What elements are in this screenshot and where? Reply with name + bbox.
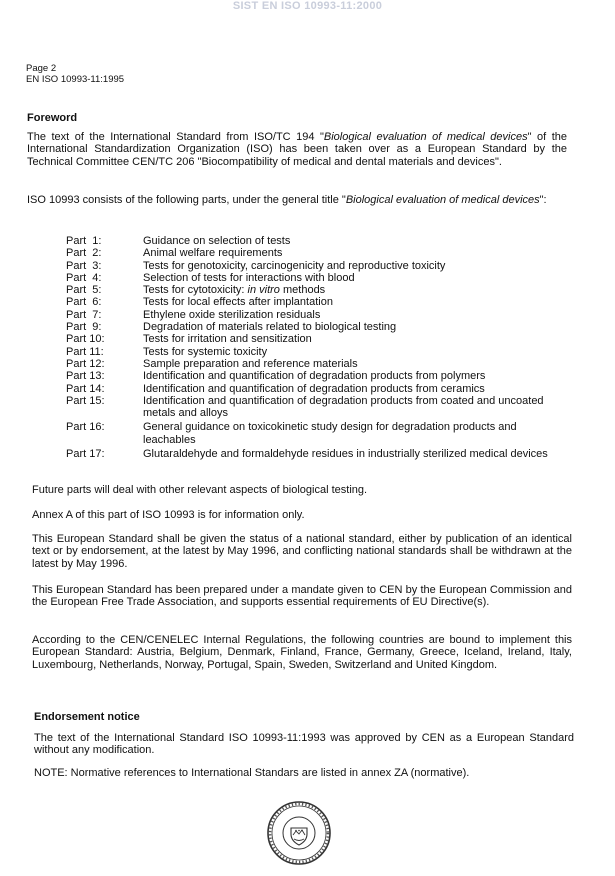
part-number: Part 1: bbox=[66, 235, 102, 247]
watermark: SIST EN ISO 10993-11:2000 bbox=[232, 0, 383, 12]
list-item bbox=[66, 448, 553, 460]
endorsement-paragraph: The text of the International Standard ISO 10993-11:1993 was approved by CEN as a European Standard without any modification. bbox=[34, 732, 574, 757]
future-parts-paragraph: Future parts will deal with other relevant aspects of biological testing. bbox=[32, 484, 368, 496]
endorsement-title: Endorsement notice bbox=[34, 711, 140, 723]
part-title: Ethylene oxide sterilization residuals bbox=[143, 308, 321, 321]
list-item bbox=[66, 260, 553, 272]
part-number: Part 16: bbox=[66, 421, 105, 434]
part-title: Sample preparation and reference materials bbox=[143, 357, 358, 370]
part-title: Tests for systemic toxicity bbox=[143, 345, 268, 358]
list-item bbox=[66, 421, 553, 446]
part-number: Part 14: bbox=[66, 382, 105, 395]
part-number: Part 6: bbox=[66, 296, 102, 309]
mandate-paragraph: This European Standard has been prepared under a mandate given to CEN by the European Commission and the European Free Trade Association, and supports essential requirements of EU Directive(s). bbox=[32, 584, 572, 609]
list-item bbox=[66, 370, 553, 382]
list-item bbox=[66, 247, 553, 259]
part-title: Identification and quantification of degradation products from coated and uncoated metals and alloys bbox=[143, 394, 544, 420]
status-paragraph: This European Standard shall be given the status of a national standard, either by publication of an identical text or by endorsement, at the latest by May 1996, and conflicting national standards shall be withdrawn at the latest by May 1996. bbox=[32, 533, 572, 570]
foreword-title: Foreword bbox=[27, 112, 78, 124]
part-title: Identification and quantification of degradation products from ceramics bbox=[143, 382, 485, 395]
part-title: General guidance on toxicokinetic study design for degradation products and leachables bbox=[143, 421, 517, 446]
part-title bbox=[143, 284, 553, 296]
part-number: Part 15: bbox=[66, 394, 105, 407]
part-number: Part 3: bbox=[66, 259, 102, 272]
part-number: Part 2: bbox=[66, 247, 102, 260]
part-title: Degradation of materials related to biological testing bbox=[143, 321, 397, 334]
part-number: Part 4: bbox=[66, 271, 102, 284]
document-reference: EN ISO 10993-11:1995 bbox=[26, 74, 125, 85]
part-title: Animal welfare requirements bbox=[143, 247, 283, 260]
part-title: Tests for irritation and sensitization bbox=[143, 333, 312, 346]
list-item bbox=[66, 296, 553, 308]
part-title-text: Tests for cytotoxicity: bbox=[143, 284, 248, 297]
countries-paragraph: According to the CEN/CENELEC Internal Regulations, the following countries are bound to implement this European Standard: Austria, Belgium, Denmark, Finland, France, Germany, Greece, Iceland, Ireland, Italy, Luxembourg, Netherlands, Norway, Portugal, Spain, Sweden, Switzerland and United Kingdom. bbox=[32, 634, 572, 671]
parts-intro bbox=[27, 194, 567, 206]
foreword-intro bbox=[27, 131, 567, 168]
list-item bbox=[66, 358, 553, 370]
part-number: Part 11: bbox=[66, 345, 104, 358]
part-title: Identification and quantification of degradation products from polymers bbox=[143, 370, 486, 383]
official-stamp-icon bbox=[266, 800, 332, 866]
list-item bbox=[66, 333, 553, 345]
part-title-italic: in vitro bbox=[247, 284, 280, 297]
list-item bbox=[66, 346, 553, 358]
list-item bbox=[66, 395, 553, 420]
annex-a-paragraph: Annex A of this part of ISO 10993 is for information only. bbox=[32, 509, 305, 521]
list-item bbox=[66, 309, 553, 321]
part-number: Part 9: bbox=[66, 321, 102, 334]
parts-title-italic: Biological evaluation of medical devices bbox=[345, 194, 540, 206]
list-item bbox=[66, 272, 553, 284]
part-title: Glutaraldehyde and formaldehyde residues in industrially sterilized medical devices bbox=[143, 448, 548, 461]
list-item bbox=[66, 383, 553, 395]
part-title: Guidance on selection of tests bbox=[143, 235, 291, 247]
part-number: Part 7: bbox=[66, 308, 102, 321]
part-title: Tests for local effects after implantation bbox=[143, 296, 333, 309]
list-item bbox=[66, 321, 553, 333]
part-number: Part 17: bbox=[66, 448, 105, 461]
part-title: Tests for genotoxicity, carcinogenicity and reproductive toxicity bbox=[143, 259, 446, 272]
part-title: Selection of tests for interactions with blood bbox=[143, 271, 355, 284]
normative-note: NOTE: Normative references to International Standars are listed in annex ZA (normative). bbox=[34, 767, 470, 779]
parts-list bbox=[66, 235, 553, 460]
part-number: Part 10: bbox=[66, 333, 105, 346]
part-title-text: methods bbox=[279, 284, 326, 297]
list-item bbox=[66, 284, 553, 296]
part-number: Part 13: bbox=[66, 370, 105, 383]
intro-title-italic: Biological evaluation of medical devices bbox=[323, 131, 528, 143]
list-item bbox=[66, 235, 553, 247]
part-number: Part 12: bbox=[66, 357, 105, 370]
intro-text-rest: " of the International Standardization Organization (ISO) has been taken over as a European Standard by the Technical Committee CEN/TC 206 "Biocompatibility of medical and dental materials and devices". bbox=[27, 131, 567, 168]
parts-intro-text: ISO 10993 consists of the following parts, under the general title " bbox=[27, 194, 346, 206]
part-number: Part 5: bbox=[66, 284, 102, 297]
parts-intro-end: ": bbox=[539, 194, 547, 206]
page-number: Page 2 bbox=[26, 63, 57, 74]
intro-text: The text of the International Standard from ISO/TC 194 " bbox=[27, 131, 324, 143]
